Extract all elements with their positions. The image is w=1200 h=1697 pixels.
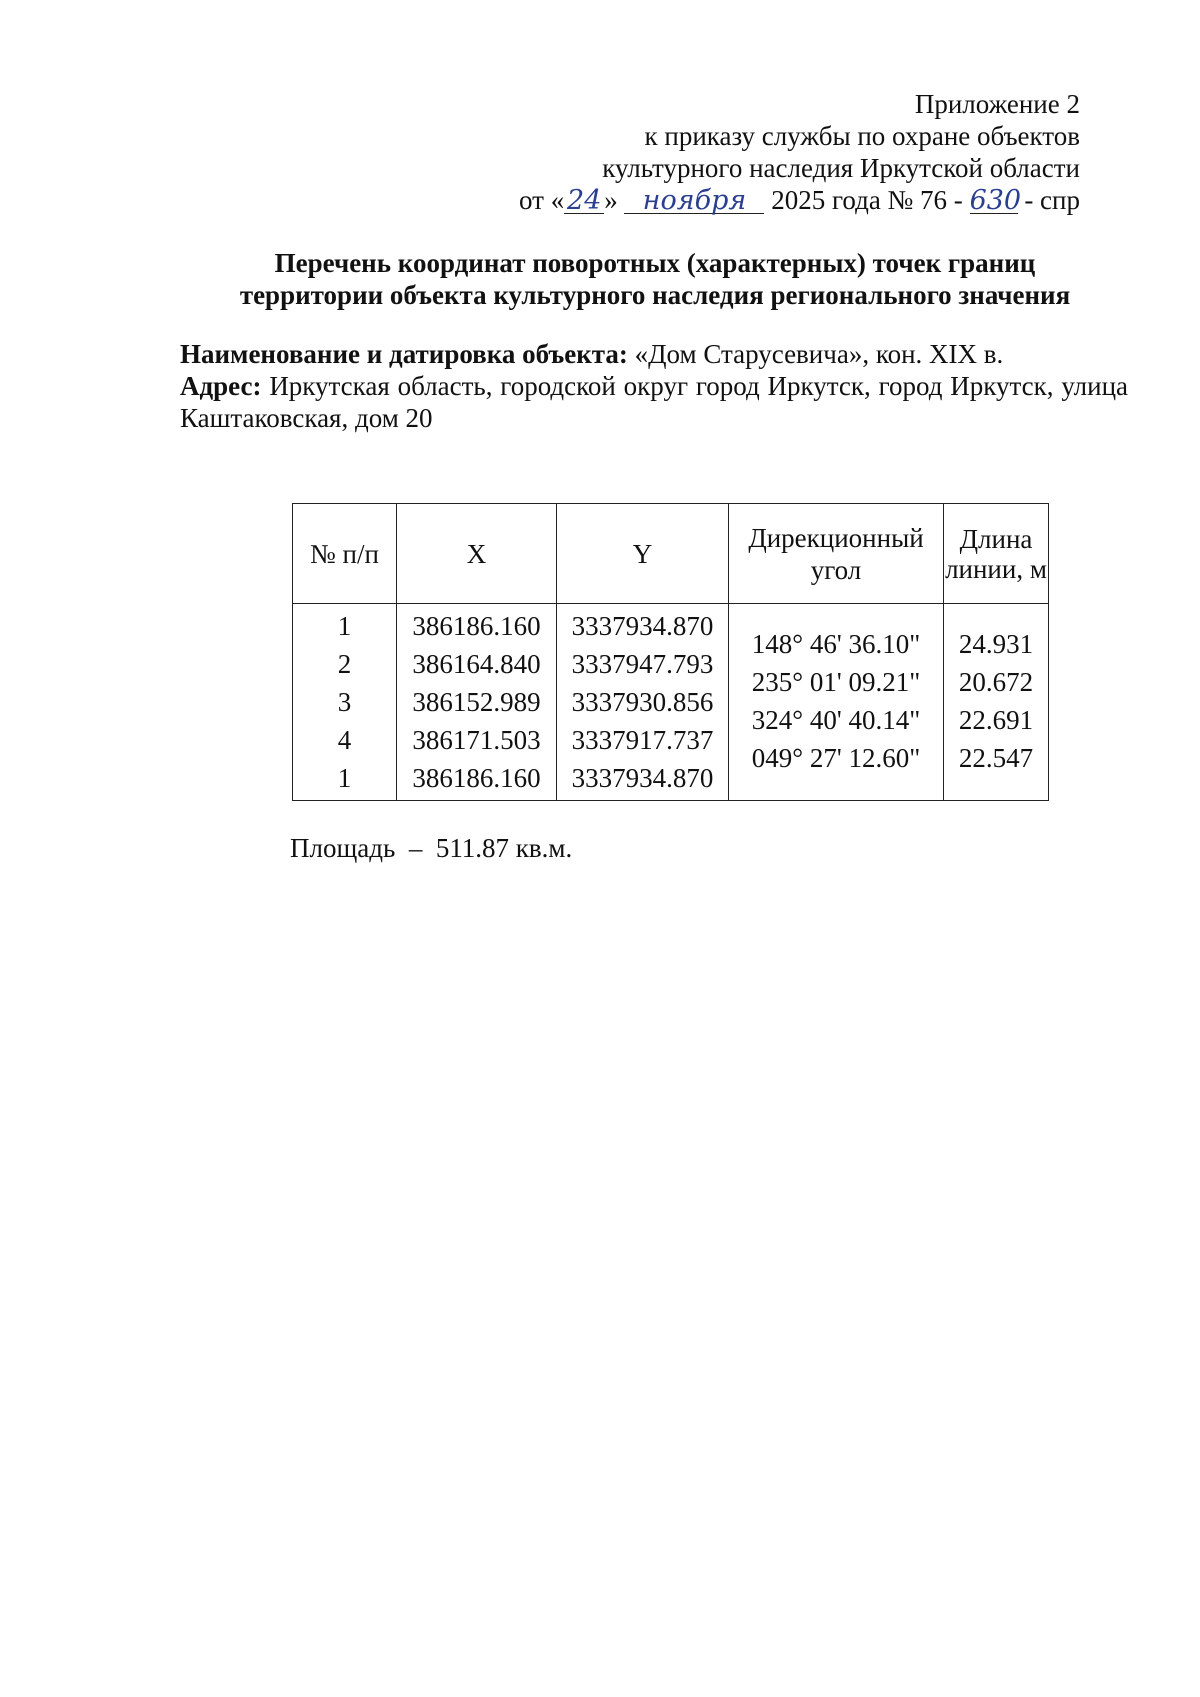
- appendix-title: Приложение 2: [914, 89, 1080, 119]
- authority-line: культурного наследия Иркутской области: [602, 153, 1080, 183]
- object-name-label: Наименование и датировка объекта:: [180, 339, 628, 369]
- header-x: X: [397, 504, 557, 604]
- directional-angle: 148° 46' 36.10": [751, 629, 921, 659]
- point-number-cell: [293, 604, 397, 801]
- directional-angle: 235° 01' 09.21": [751, 667, 921, 697]
- y-coordinate: 3337934.870: [571, 611, 714, 641]
- y-coordinate-cell: [557, 604, 729, 801]
- title-line-1: Перечень координат поворотных (характерных) точек границ: [274, 248, 1036, 278]
- object-name-value: «Дом Старусевича», кон. XIX в.: [634, 339, 1004, 369]
- x-coordinate: 386164.840: [412, 649, 541, 679]
- line-length: 22.547: [958, 743, 1034, 773]
- document-title: [200, 247, 1110, 311]
- point-number: 3: [337, 687, 352, 717]
- address-label: Адрес:: [180, 371, 262, 401]
- order-reference-line: к приказу службы по охране объектов: [644, 121, 1080, 151]
- point-number: 2: [337, 649, 352, 679]
- y-coordinate: 3337934.870: [571, 763, 714, 793]
- header-angle: Дирекционный угол: [729, 504, 944, 604]
- coordinates-table: [292, 503, 1049, 801]
- point-number: 4: [337, 725, 352, 755]
- area-value: 511.87 кв.м.: [435, 833, 573, 863]
- directional-angle: 049° 27' 12.60": [751, 743, 921, 773]
- y-coordinate: 3337947.793: [571, 649, 714, 679]
- line-length: 20.672: [958, 667, 1034, 697]
- address-value: Иркутская область, городской округ город Иркутск, город Иркутск, улица Каштаковская, дом 20: [180, 371, 1129, 433]
- length-cell: [944, 604, 1049, 801]
- title-line-2: территории объекта культурного наследия регионального значения: [239, 280, 1071, 310]
- table-header: [293, 504, 1049, 604]
- date-quote-close: »: [604, 185, 618, 215]
- table-body: [293, 604, 1049, 801]
- area-label: Площадь: [290, 833, 396, 863]
- table-header-row: [293, 504, 1049, 604]
- angle-cell: [729, 604, 944, 801]
- x-coordinate-cell: [397, 604, 557, 801]
- x-coordinate: 386171.503: [412, 725, 541, 755]
- handwritten-month: ноября: [624, 189, 764, 214]
- order-date-line: [519, 184, 1080, 216]
- header-number: № п/п: [293, 504, 397, 604]
- object-name-line: [180, 338, 1128, 370]
- x-coordinate: 386152.989: [412, 687, 541, 717]
- area-dash: –: [408, 833, 423, 863]
- point-number: 1: [337, 763, 352, 793]
- header-y: Y: [557, 504, 729, 604]
- order-suffix: - спр: [1024, 185, 1080, 215]
- table-row: [293, 604, 1049, 801]
- object-info: [180, 338, 1128, 434]
- document-header: [519, 88, 1080, 216]
- point-number: 1: [337, 611, 352, 641]
- line-length: 22.691: [958, 705, 1034, 735]
- area-line: [290, 832, 572, 864]
- date-prefix: от «: [519, 185, 565, 215]
- handwritten-order-number: 630: [969, 185, 1022, 216]
- handwritten-day: 24: [564, 189, 604, 214]
- x-coordinate: 386186.160: [412, 611, 541, 641]
- object-address-line: [180, 370, 1128, 434]
- y-coordinate: 3337930.856: [571, 687, 714, 717]
- order-year: 2025 года № 76 -: [771, 185, 963, 215]
- x-coordinate: 386186.160: [412, 763, 541, 793]
- y-coordinate: 3337917.737: [571, 725, 714, 755]
- line-length: 24.931: [958, 629, 1034, 659]
- directional-angle: 324° 40' 40.14": [751, 705, 921, 735]
- header-length: Длина линии, м: [944, 504, 1049, 604]
